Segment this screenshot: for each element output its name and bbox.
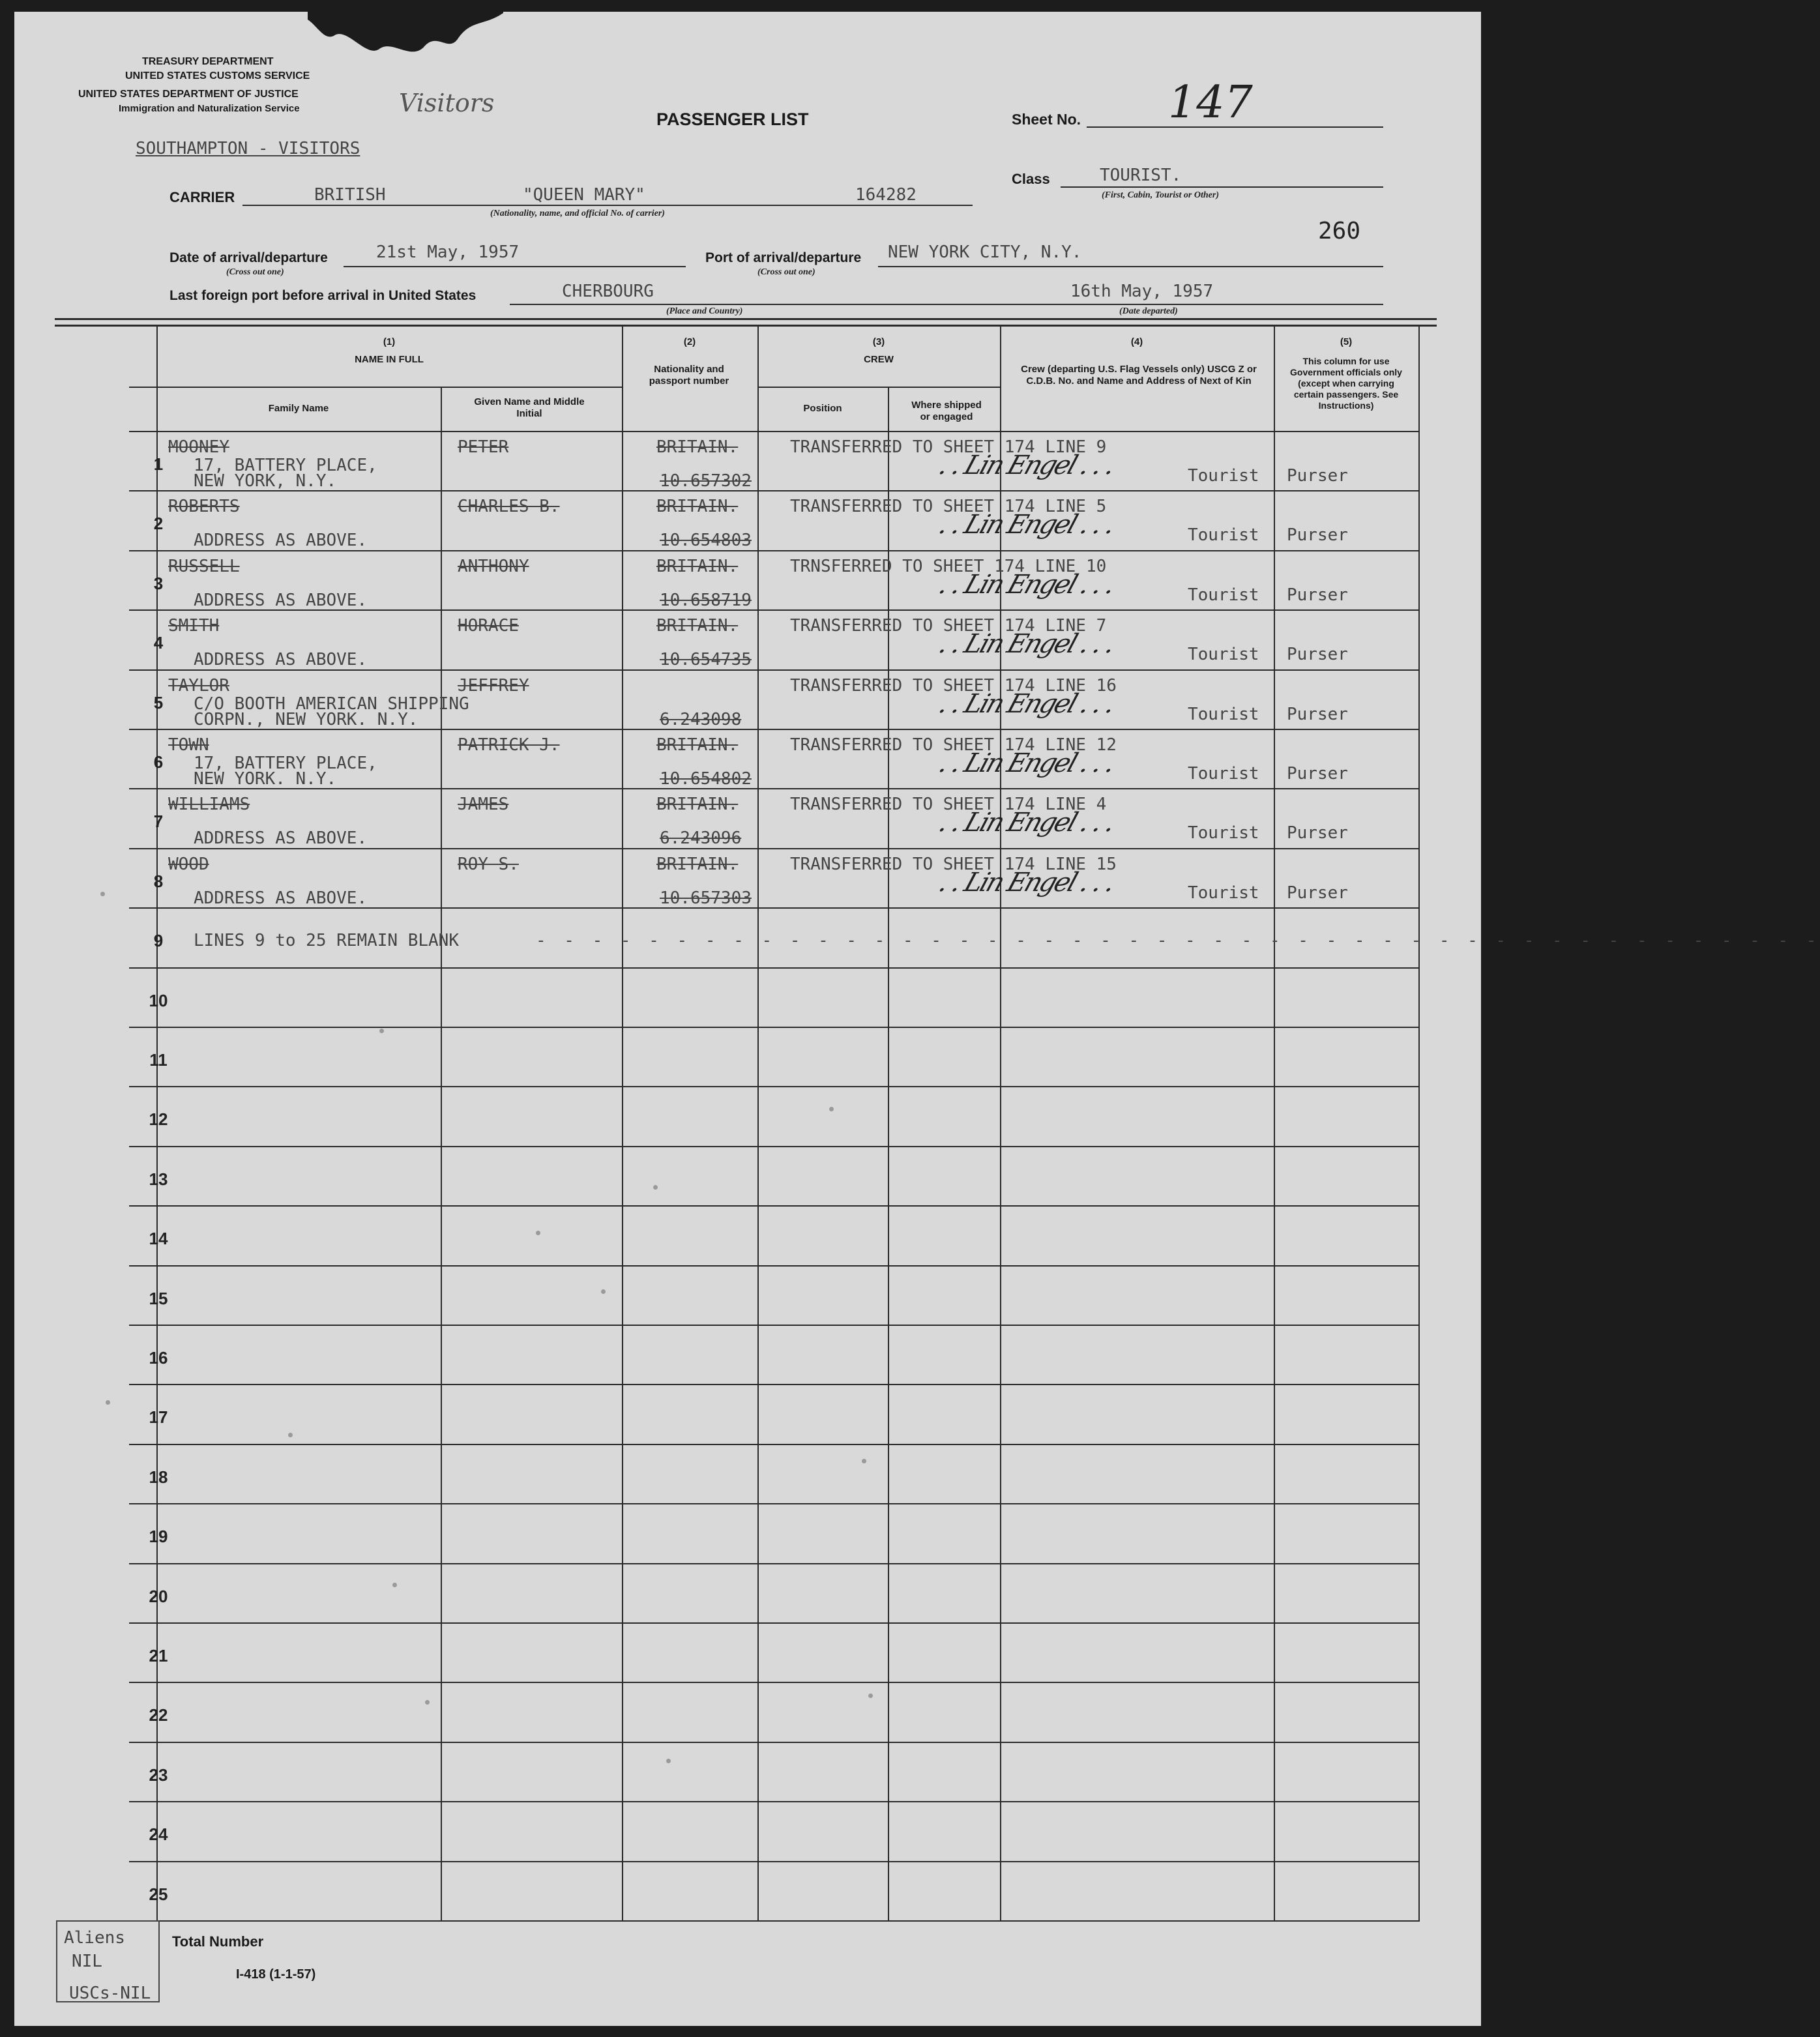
row-number: 5 — [153, 693, 164, 712]
col4-title: Crew (departing U.S. Flag Vessels only) USCG Z or C.D.B. No. and Name and Address of Next of Kin — [1021, 364, 1257, 387]
nationality: BRITAIN. — [656, 437, 739, 457]
carrier-label: CARRIER — [169, 189, 235, 205]
col-position: Position — [803, 403, 842, 414]
row-number: 23 — [149, 1765, 168, 1785]
handwritten-signature: . . Lin Engel . . . — [935, 510, 1118, 540]
passport-number: 10.654735 — [660, 650, 752, 669]
family-name: MOONEY — [168, 437, 229, 457]
class-label: Class — [1012, 171, 1050, 187]
nationality: BRITAIN. — [656, 557, 739, 576]
row-number: 17 — [149, 1407, 168, 1427]
purser-role: Purser — [1287, 645, 1348, 664]
col-where-shipped: Where shipped or engaged — [911, 400, 982, 422]
address-line-2: ADDRESS AS ABOVE. — [194, 888, 368, 908]
row-number: 12 — [149, 1109, 168, 1129]
family-name: TAYLOR — [168, 676, 229, 696]
carrier-name: "QUEEN MARY" — [523, 185, 645, 205]
family-name: TOWN — [168, 735, 209, 755]
row-number: 24 — [149, 1825, 168, 1844]
transfer-note: TRANSFERRED TO SHEET 174 LINE 15 — [790, 855, 1117, 874]
arrival-port-label: Port of arrival/departure — [705, 250, 862, 265]
transfer-note: TRANSFERRED TO SHEET 174 LINE 7 — [790, 616, 1107, 636]
aliens-nil: NIL — [72, 1952, 102, 1971]
passport-number: 10.657302 — [660, 471, 752, 491]
row-number: 11 — [149, 1050, 168, 1070]
arrival-date-label: Date of arrival/departure — [169, 250, 328, 265]
blank-dash-line: - - - - - - - - - - - - - - - - - - - - - - - - - - - - - - - - - - - - - - - - - - - - - - — [536, 931, 1820, 950]
passport-number: 10.654802 — [660, 769, 752, 789]
agency-line-4: Immigration and Naturalization Service — [119, 103, 300, 114]
col5-number: (5) — [1340, 336, 1353, 347]
col-family-name: Family Name — [268, 403, 329, 414]
transfer-note: TRANSFERRED TO SHEET 174 LINE 12 — [790, 735, 1117, 755]
col3-title: CREW — [864, 354, 894, 365]
row-number: 20 — [149, 1587, 168, 1606]
family-name: WOOD — [168, 855, 209, 874]
class-value: TOURIST. — [1100, 166, 1182, 185]
passport-number: 10.658719 — [660, 591, 752, 610]
row-number: 6 — [153, 752, 164, 772]
transfer-note: TRANSFERRED TO SHEET 174 LINE 5 — [790, 497, 1107, 516]
row-number: 8 — [153, 872, 164, 891]
last-port-caption: (Place and Country) — [666, 306, 743, 316]
sheet-number: 147 — [1168, 77, 1253, 128]
agency-line-3: UNITED STATES DEPARTMENT OF JUSTICE — [78, 89, 299, 100]
col2-title: Nationality and passport number — [649, 364, 729, 387]
address-line-2: NEW YORK, N.Y. — [194, 471, 337, 491]
col5-title: This column for use Government officials only (except when carrying certain passengers. See Instructions) — [1290, 356, 1402, 411]
given-name: PETER — [458, 437, 509, 457]
row-number: 15 — [149, 1289, 168, 1308]
passenger-class: Tourist — [1188, 466, 1259, 486]
given-name: ANTHONY — [458, 557, 529, 576]
given-name: PATRICK J. — [458, 735, 560, 755]
family-name: ROBERTS — [168, 497, 240, 516]
page-title: PASSENGER LIST — [656, 110, 809, 129]
row-number: 25 — [149, 1884, 168, 1904]
class-caption: (First, Cabin, Tourist or Other) — [1102, 190, 1219, 200]
agency-line-1: TREASURY DEPARTMENT — [142, 56, 274, 67]
handwritten-signature: . . Lin Engel . . . — [935, 748, 1118, 778]
given-name: ROY S. — [458, 855, 519, 874]
arrival-date-caption: (Cross out one) — [226, 267, 284, 277]
row-number: 14 — [149, 1229, 168, 1248]
sheet-label: Sheet No. — [1012, 111, 1081, 128]
total-number-label: Total Number — [172, 1933, 264, 1950]
row-number: 3 — [153, 574, 164, 593]
purser-role: Purser — [1287, 585, 1348, 605]
aliens-label: Aliens — [64, 1928, 125, 1948]
torn-corner — [308, 0, 503, 78]
transfer-note: TRNSFERRED TO SHEET 174 LINE 10 — [790, 557, 1107, 576]
purser-role: Purser — [1287, 525, 1348, 545]
transfer-note: TRANSFERRED TO SHEET 174 LINE 16 — [790, 676, 1117, 696]
address-line-1: 17, BATTERY PLACE, — [194, 754, 377, 773]
handwritten-signature: . . Lin Engel . . . — [935, 570, 1118, 600]
row-number: 16 — [149, 1348, 168, 1368]
passenger-class: Tourist — [1188, 525, 1259, 545]
given-name: CHARLES B. — [458, 497, 560, 516]
nationality: BRITAIN. — [656, 616, 739, 636]
blank-lines-note: LINES 9 to 25 REMAIN BLANK — [194, 931, 459, 950]
last-port-date-caption: (Date departed) — [1119, 306, 1178, 316]
passport-number: 6.243098 — [660, 710, 742, 729]
stamp-southampton-visitors: SOUTHAMPTON - VISITORS — [136, 139, 360, 158]
nationality: BRITAIN. — [656, 735, 739, 755]
row-number: 21 — [149, 1646, 168, 1665]
passenger-list-sheet — [14, 12, 1820, 2026]
purser-role: Purser — [1287, 705, 1348, 724]
last-port-value: CHERBOURG — [562, 282, 654, 301]
passenger-class: Tourist — [1188, 645, 1259, 664]
address-line-2: ADDRESS AS ABOVE. — [194, 591, 368, 610]
col3-number: (3) — [872, 336, 885, 347]
last-port-date-value: 16th May, 1957 — [1070, 282, 1214, 301]
passport-number: 10.654803 — [660, 531, 752, 550]
form-number: I-418 (1-1-57) — [236, 1967, 316, 1982]
handwritten-signature: . . Lin Engel . . . — [935, 689, 1118, 719]
passenger-class: Tourist — [1188, 823, 1259, 843]
carrier-number: 164282 — [855, 185, 917, 205]
handwritten-signature: . . Lin Engel . . . — [935, 629, 1118, 659]
col-given-name: Given Name and Middle Initial — [474, 396, 585, 419]
row-number: 1 — [153, 454, 164, 474]
purser-role: Purser — [1287, 466, 1348, 486]
carrier-caption: (Nationality, name, and official No. of carrier) — [490, 209, 665, 218]
arrival-port-caption: (Cross out one) — [757, 267, 815, 277]
address-line-1: C/O BOOTH AMERICAN SHIPPING — [194, 694, 469, 714]
last-port-label: Last foreign port before arrival in United States — [169, 288, 477, 303]
row-number: 9 — [153, 931, 164, 950]
nationality: BRITAIN. — [656, 497, 739, 516]
address-line-2: ADDRESS AS ABOVE. — [194, 531, 368, 550]
carrier-nationality: BRITISH — [314, 185, 386, 205]
given-name: JAMES — [458, 795, 509, 814]
row-number: 2 — [153, 514, 164, 533]
purser-role: Purser — [1287, 883, 1348, 903]
passport-number: 10.657303 — [660, 888, 752, 908]
address-line-2: ADDRESS AS ABOVE. — [194, 650, 368, 669]
passenger-class: Tourist — [1188, 705, 1259, 724]
row-number: 4 — [153, 633, 164, 652]
agency-line-2: UNITED STATES CUSTOMS SERVICE — [125, 70, 310, 81]
family-name: RUSSELL — [168, 557, 240, 576]
row-number: 22 — [149, 1705, 168, 1725]
nationality: BRITAIN. — [656, 855, 739, 874]
given-name: HORACE — [458, 616, 519, 636]
arrival-date-value: 21st May, 1957 — [376, 242, 520, 262]
col1-title: NAME IN FULL — [355, 354, 424, 365]
handwritten-signature: . . Lin Engel . . . — [935, 808, 1118, 838]
transfer-note: TRANSFERRED TO SHEET 174 LINE 9 — [790, 437, 1107, 457]
row-number: 13 — [149, 1169, 168, 1189]
family-name: WILLIAMS — [168, 795, 250, 814]
given-name: JEFFREY — [458, 676, 529, 696]
purser-role: Purser — [1287, 823, 1348, 843]
row-number: 7 — [153, 812, 164, 831]
col1-number: (1) — [383, 336, 396, 347]
row-number: 18 — [149, 1467, 168, 1487]
corner-number: 260 — [1318, 218, 1361, 244]
handwritten-visitors-note: Visitors — [399, 89, 495, 117]
passenger-class: Tourist — [1188, 585, 1259, 605]
arrival-port-value: NEW YORK CITY, N.Y. — [888, 242, 1082, 262]
address-line-2: ADDRESS AS ABOVE. — [194, 828, 368, 848]
family-name: SMITH — [168, 616, 220, 636]
address-line-1: 17, BATTERY PLACE, — [194, 456, 377, 475]
address-line-2: NEW YORK. N.Y. — [194, 769, 337, 789]
col4-number: (4) — [1130, 336, 1143, 347]
handwritten-signature: . . Lin Engel . . . — [935, 868, 1118, 898]
nationality: BRITAIN. — [656, 795, 739, 814]
passport-number: 6.243096 — [660, 828, 742, 848]
purser-role: Purser — [1287, 764, 1348, 784]
row-number: 10 — [149, 991, 168, 1010]
address-line-2: CORPN., NEW YORK. N.Y. — [194, 710, 418, 729]
passenger-class: Tourist — [1188, 764, 1259, 784]
passenger-class: Tourist — [1188, 883, 1259, 903]
uscs-nil: USCs-NIL — [69, 1984, 151, 2003]
transfer-note: TRANSFERRED TO SHEET 174 LINE 4 — [790, 795, 1107, 814]
row-number: 19 — [149, 1527, 168, 1546]
handwritten-signature: . . Lin Engel . . . — [935, 450, 1118, 480]
col2-number: (2) — [683, 336, 696, 347]
